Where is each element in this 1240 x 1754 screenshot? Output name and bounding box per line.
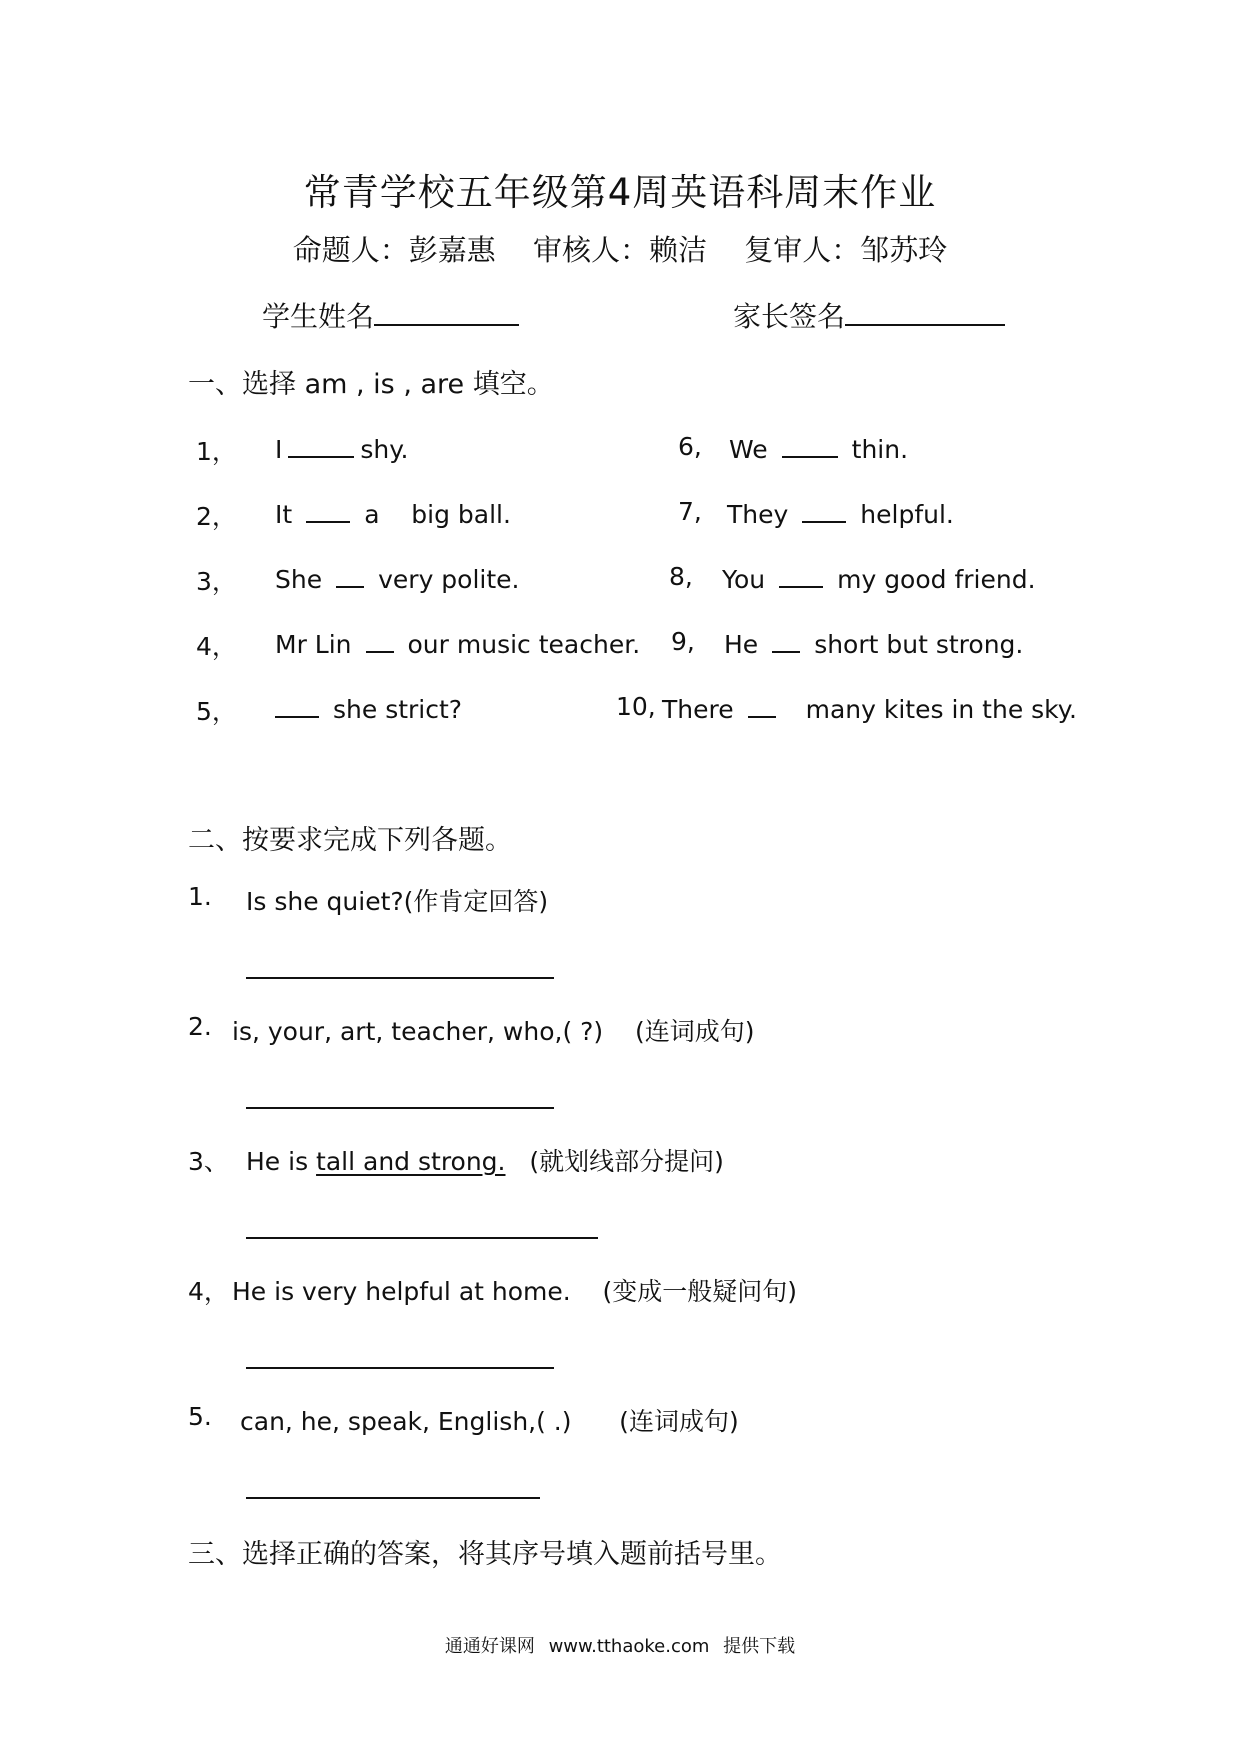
s1-q7-num: 7, <box>678 497 702 526</box>
s1-q6-blank[interactable] <box>782 432 838 458</box>
footer-note: 提供下载 <box>723 1636 796 1657</box>
s1-q2-blank[interactable] <box>306 497 350 523</box>
s1-q9-after: short but strong. <box>814 629 1024 659</box>
student-name-blank[interactable] <box>374 297 519 326</box>
s1-q6-after: thin. <box>851 434 909 464</box>
s2-q3-text <box>246 1142 724 1178</box>
s1-q5-num: 5， <box>196 697 237 726</box>
s1-q7-after: helpful. <box>860 499 954 529</box>
page-title: 常青学校五年级第4周英语科周末作业 <box>303 171 937 214</box>
parent-signature-blank[interactable] <box>845 297 1005 326</box>
s2-q5-num: 5. <box>188 1402 212 1431</box>
s1-q3 <box>275 562 520 594</box>
s2-q2-answer-line[interactable] <box>246 1107 554 1109</box>
s1-q2-before: It <box>275 499 293 529</box>
s1-q4 <box>275 627 640 659</box>
s2-q5-answer-line[interactable] <box>246 1497 540 1499</box>
s1-q2-after: a big ball. <box>364 499 511 529</box>
s1-q6 <box>729 432 908 464</box>
s1-q1-blank[interactable] <box>288 432 354 458</box>
s2-q3-answer-line[interactable] <box>246 1237 598 1239</box>
s1-q8 <box>722 562 1036 594</box>
s1-q1-before: I <box>275 434 283 464</box>
s1-q4-blank[interactable] <box>366 627 394 653</box>
s1-q4-before: Mr Lin <box>275 629 352 659</box>
s1-q7-before: They <box>727 499 789 529</box>
s1-q10-before: There <box>662 694 734 724</box>
s1-q1 <box>275 432 408 464</box>
s1-q9 <box>724 627 1023 659</box>
s1-q9-before: He <box>724 629 759 659</box>
author-question-setter: 命题人：彭嘉惠 <box>292 233 496 267</box>
s2-q4-num: 4， <box>188 1277 229 1306</box>
s1-q3-after: very polite. <box>378 564 520 594</box>
s2-q1-text: Is she quiet?(作肯定回答) <box>246 887 549 916</box>
s1-q3-before: She <box>275 564 323 594</box>
s1-q3-num: 3， <box>196 567 237 596</box>
author-second-reviewer: 复审人：邹苏玲 <box>744 233 948 267</box>
s1-q3-blank[interactable] <box>336 562 364 588</box>
s1-q10-blank[interactable] <box>748 692 776 718</box>
s1-q8-before: You <box>722 564 766 594</box>
s2-q1-num: 1. <box>188 882 212 911</box>
s1-q5-blank[interactable] <box>275 692 319 718</box>
s2-q3-num: 3、 <box>188 1147 229 1176</box>
s2-q5-text: can, he, speak, English,( .) (连词成句) <box>240 1407 739 1436</box>
section2-heading: 二、按要求完成下列各题。 <box>188 825 512 856</box>
s2-q4-answer-line[interactable] <box>246 1367 554 1369</box>
student-name-label: 学生姓名 <box>262 300 375 333</box>
s1-q4-num: 4， <box>196 632 237 661</box>
footer-url[interactable]: www.tthaoke.com <box>548 1636 710 1657</box>
footer <box>0 1632 1240 1658</box>
s2-q3-post: (就划线部分提问) <box>505 1147 724 1176</box>
section3-heading: 三、选择正确的答案，将其序号填入题前括号里。 <box>188 1539 782 1570</box>
s1-q1-after: shy. <box>360 434 409 464</box>
s2-q3-pre: He is <box>246 1147 317 1176</box>
authors-line <box>0 228 1240 269</box>
s1-q5 <box>275 692 462 724</box>
s2-q2-text: is, your, art, teacher, who,( ?) (连词成句) <box>232 1017 755 1046</box>
s1-q6-before: We <box>729 434 768 464</box>
s1-q7-blank[interactable] <box>802 497 846 523</box>
s1-q2-num: 2， <box>196 502 237 531</box>
s1-q8-after: my good friend. <box>837 564 1036 594</box>
s1-q8-num: 8, <box>669 562 693 591</box>
author-reviewer: 审核人：赖洁 <box>532 233 707 267</box>
s1-q10-after: many kites in the sky. <box>805 694 1077 724</box>
s2-q4-text: He is very helpful at home. (变成一般疑问句) <box>232 1277 798 1306</box>
parent-signature-field[interactable] <box>733 295 1005 335</box>
s1-q2 <box>275 497 511 529</box>
section1-heading: 一、选择 am , is , are 填空。 <box>188 369 554 400</box>
s2-q3-underlined: tall and strong. <box>316 1147 506 1176</box>
s1-q10 <box>662 692 1077 724</box>
parent-signature-label: 家长签名 <box>733 300 846 333</box>
s1-q8-blank[interactable] <box>779 562 823 588</box>
s1-q7 <box>727 497 954 529</box>
s2-q1-answer-line[interactable] <box>246 977 554 979</box>
s1-q1-num: 1， <box>196 437 237 466</box>
footer-site: 通通好课网 <box>444 1636 535 1657</box>
s1-q4-after: our music teacher. <box>407 629 641 659</box>
student-name-field[interactable] <box>262 295 519 335</box>
s1-q9-blank[interactable] <box>772 627 800 653</box>
s1-q6-num: 6, <box>678 432 702 461</box>
s1-q5-after: she strict? <box>333 694 463 724</box>
s1-q9-num: 9, <box>671 627 695 656</box>
s2-q2-num: 2. <box>188 1012 212 1041</box>
s1-q10-num: 10, <box>616 692 656 721</box>
